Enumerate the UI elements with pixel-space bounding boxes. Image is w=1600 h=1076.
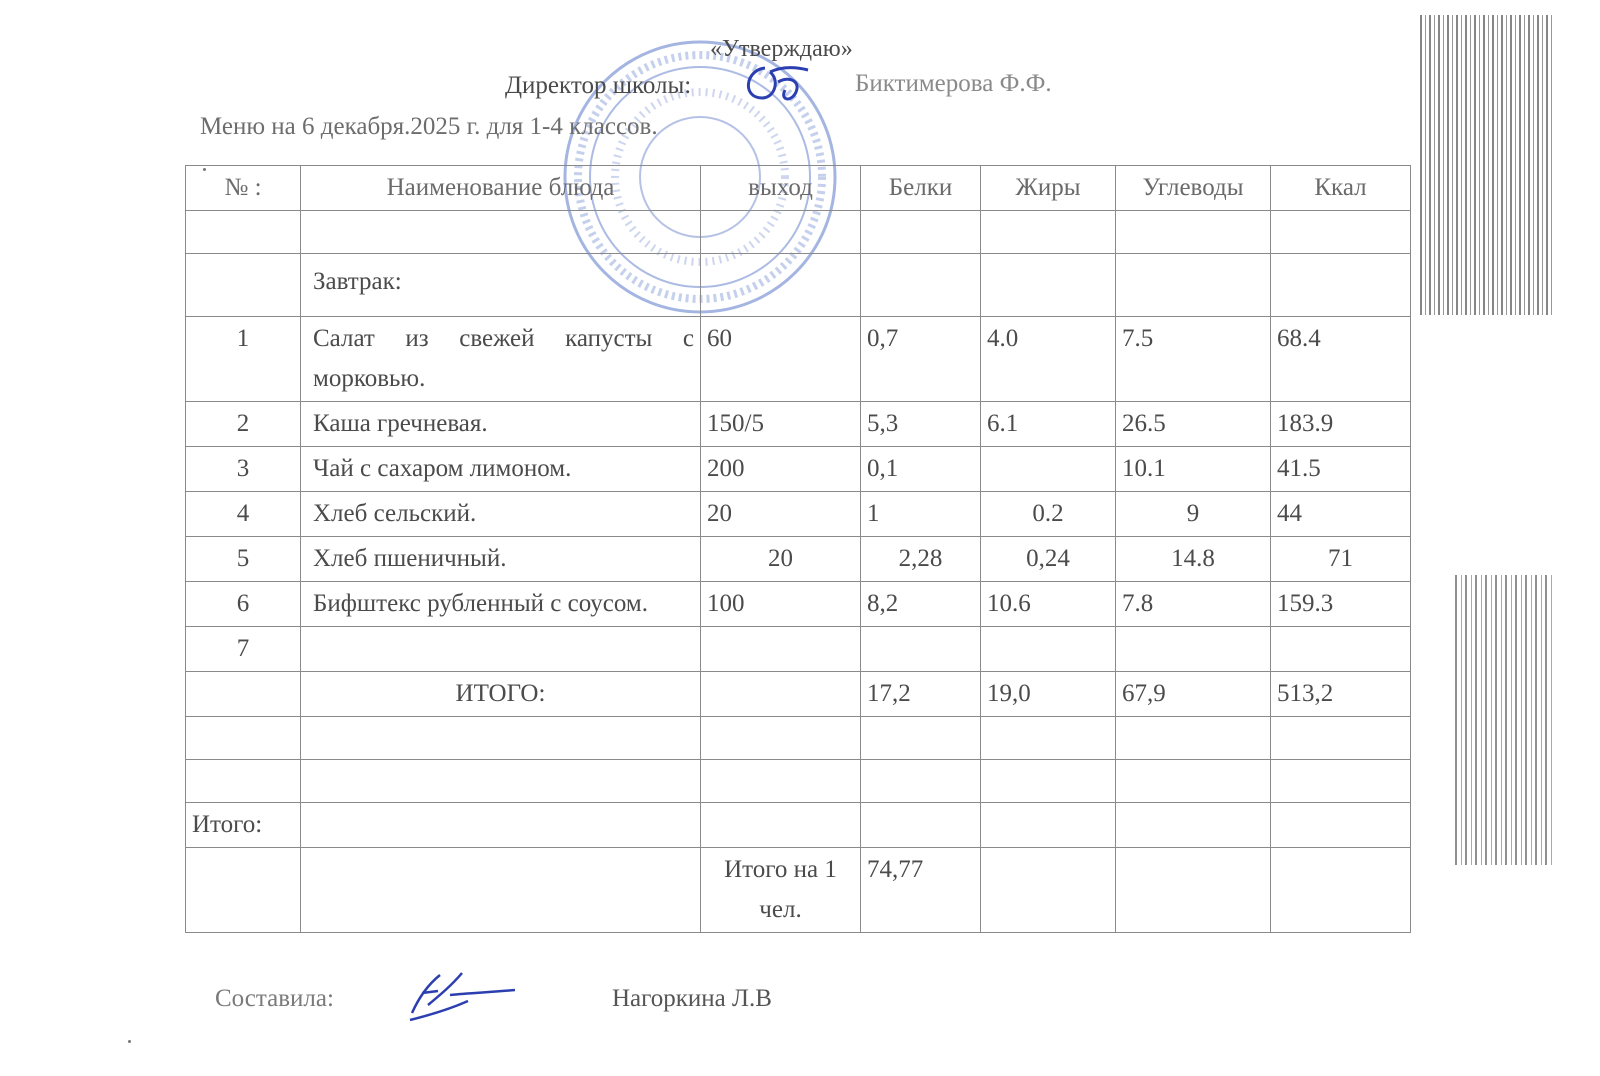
dish-output: 100: [701, 582, 861, 627]
table-row: [186, 402, 1411, 447]
column-header-carbs: Углеводы: [1116, 166, 1271, 211]
total-row: [186, 672, 1411, 717]
itogo-row: [186, 803, 1411, 848]
dish-carbs: 26.5: [1116, 402, 1271, 447]
dish-name: Хлеб пшеничный.: [301, 537, 701, 582]
column-header-output: выход: [701, 166, 861, 211]
table-row: [186, 537, 1411, 582]
dish-kcal: 44: [1271, 492, 1411, 537]
table-row: [186, 447, 1411, 492]
row-number: 5: [186, 537, 301, 582]
dish-output: 200: [701, 447, 861, 492]
dish-output: 20: [701, 492, 861, 537]
dish-carbs: 9: [1116, 492, 1271, 537]
table-row: [186, 582, 1411, 627]
dish-output: 20: [701, 537, 861, 582]
table-row: [186, 717, 1411, 760]
total-label: ИТОГО:: [301, 672, 701, 717]
dish-kcal: 159.3: [1271, 582, 1411, 627]
dish-kcal: 41.5: [1271, 447, 1411, 492]
dish-fat: 0.2: [981, 492, 1116, 537]
compiled-name: Нагоркина Л.В: [612, 985, 772, 1012]
dish-kcal: 68.4: [1271, 317, 1411, 402]
dish-name: Хлеб сельский.: [301, 492, 701, 537]
table-row: [186, 317, 1411, 402]
table-header-row: [186, 166, 1411, 211]
dish-protein: 0,7: [861, 317, 981, 402]
dish-name: Чай с сахаром лимоном.: [301, 447, 701, 492]
dish-fat: [981, 447, 1116, 492]
dish-fat: 0,24: [981, 537, 1116, 582]
dish-name: [301, 627, 701, 672]
scan-artifact: [1455, 575, 1555, 865]
dish-protein: 5,3: [861, 402, 981, 447]
total-protein: 17,2: [861, 672, 981, 717]
column-header-kcal: Ккал: [1271, 166, 1411, 211]
compiler-signature-icon: [400, 965, 520, 1025]
dish-carbs: 7.5: [1116, 317, 1271, 402]
dish-protein: 0,1: [861, 447, 981, 492]
section-row: [186, 254, 1411, 317]
itogo-label: Итого:: [186, 803, 301, 848]
per-person-value: 74,77: [861, 848, 981, 933]
table-row: [186, 627, 1411, 672]
row-number: 1: [186, 317, 301, 402]
dish-protein: 1: [861, 492, 981, 537]
director-label: Директор школы:: [505, 72, 692, 99]
menu-title: Меню на 6 декабря.2025 г. для 1-4 классов.: [200, 113, 658, 140]
scan-artifact: [1420, 15, 1555, 315]
director-signature-icon: [740, 60, 815, 105]
total-kcal: 513,2: [1271, 672, 1411, 717]
row-number: 2: [186, 402, 301, 447]
dish-carbs: 7.8: [1116, 582, 1271, 627]
per-person-row: [186, 848, 1411, 933]
dish-kcal: 183.9: [1271, 402, 1411, 447]
total-carbs: 67,9: [1116, 672, 1271, 717]
section-label-breakfast: Завтрак:: [301, 254, 701, 317]
scan-dot: [128, 1040, 131, 1043]
dish-name: Салат из свежей капусты с морковью.: [301, 317, 701, 402]
dish-kcal: 71: [1271, 537, 1411, 582]
column-header-name: Наименование блюда: [301, 166, 701, 211]
table-row: [186, 211, 1411, 254]
column-header-number: № :: [186, 166, 301, 211]
dish-name: Каша гречневая.: [301, 402, 701, 447]
dish-fat: 6.1: [981, 402, 1116, 447]
dish-output: 60: [701, 317, 861, 402]
dish-carbs: 10.1: [1116, 447, 1271, 492]
dish-output: 150/5: [701, 402, 861, 447]
column-header-protein: Белки: [861, 166, 981, 211]
dish-fat: 4.0: [981, 317, 1116, 402]
row-number: 4: [186, 492, 301, 537]
row-number: 3: [186, 447, 301, 492]
row-number: 7: [186, 627, 301, 672]
compiled-label: Составила:: [215, 985, 334, 1012]
dish-protein: 2,28: [861, 537, 981, 582]
column-header-fat: Жиры: [981, 166, 1116, 211]
table-row: [186, 492, 1411, 537]
table-row: [186, 760, 1411, 803]
dish-carbs: 14.8: [1116, 537, 1271, 582]
director-name: Биктимерова Ф.Ф.: [855, 70, 1052, 97]
dish-fat: 10.6: [981, 582, 1116, 627]
dish-protein: 8,2: [861, 582, 981, 627]
row-number: 6: [186, 582, 301, 627]
per-person-label: Итого на 1 чел.: [701, 848, 861, 933]
approve-label: «Утверждаю»: [710, 36, 853, 62]
total-fat: 19,0: [981, 672, 1116, 717]
dish-name: Бифштекс рубленный с соусом.: [301, 582, 701, 627]
menu-table: [185, 165, 1411, 933]
